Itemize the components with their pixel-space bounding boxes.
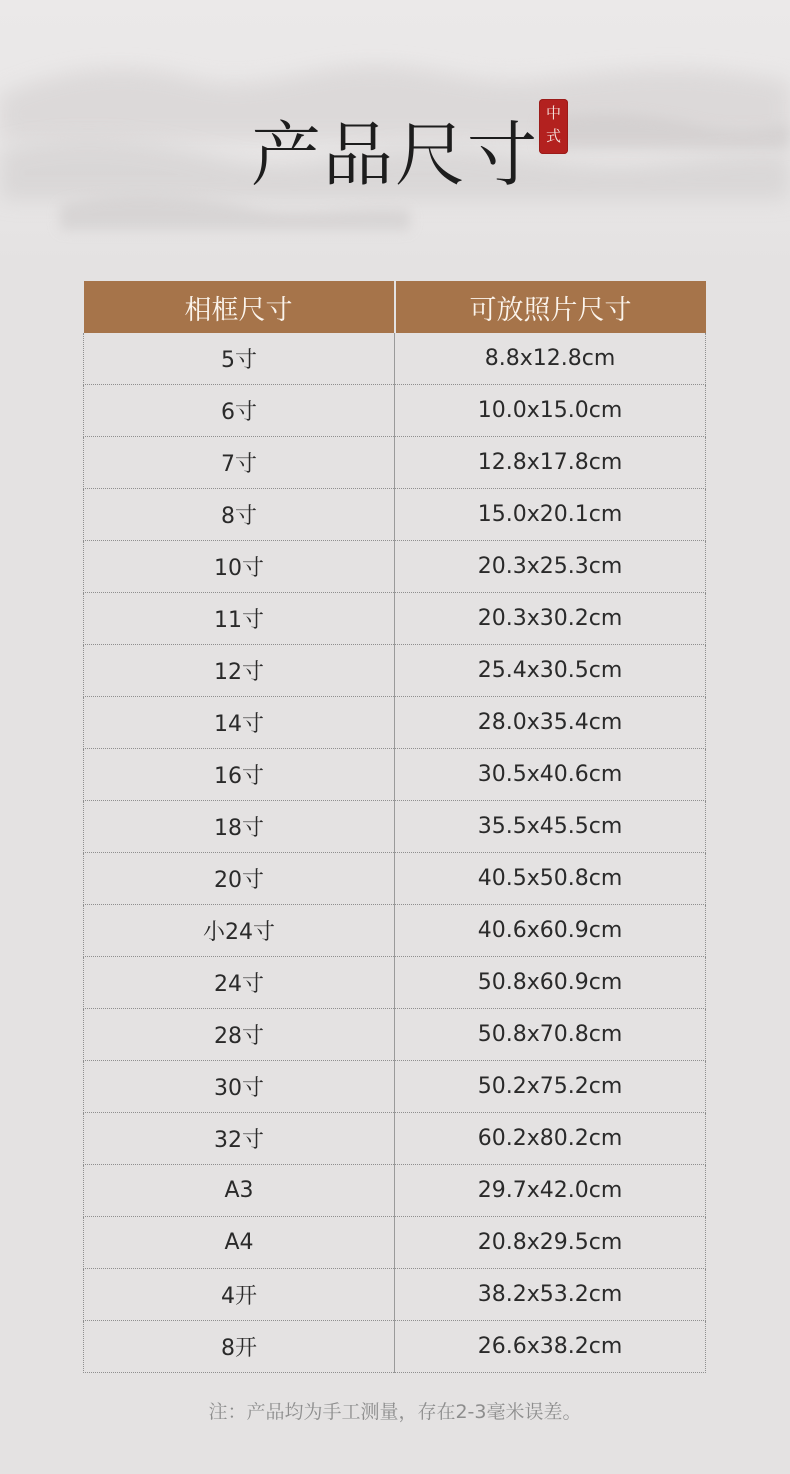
table-row	[84, 1061, 706, 1113]
table-row	[84, 749, 706, 801]
frame-size-cell: 14寸	[84, 697, 395, 749]
table-row	[84, 385, 706, 437]
frame-size-cell: 32寸	[84, 1113, 395, 1165]
frame-size-cell: 28寸	[84, 1009, 395, 1061]
photo-size-cell: 29.7x42.0cm	[395, 1165, 706, 1217]
header-banner	[0, 0, 790, 270]
photo-size-cell: 10.0x15.0cm	[395, 385, 706, 437]
frame-size-cell: 4开	[84, 1269, 395, 1321]
table-row	[84, 489, 706, 541]
photo-size-cell: 20.3x25.3cm	[395, 541, 706, 593]
frame-size-cell: 12寸	[84, 645, 395, 697]
measurement-note: 注：产品均为手工测量，存在2-3毫米误差。	[208, 1401, 582, 1423]
photo-size-cell: 50.8x70.8cm	[395, 1009, 706, 1061]
page-title: 产品尺寸	[251, 114, 539, 196]
frame-size-cell: 8开	[84, 1321, 395, 1373]
photo-size-cell: 25.4x30.5cm	[395, 645, 706, 697]
table-row	[84, 957, 706, 1009]
photo-size-cell: 40.6x60.9cm	[395, 905, 706, 957]
photo-size-cell: 26.6x38.2cm	[395, 1321, 706, 1373]
photo-size-cell: 60.2x80.2cm	[395, 1113, 706, 1165]
table-row	[84, 801, 706, 853]
table-row	[84, 697, 706, 749]
table-row	[84, 593, 706, 645]
photo-size-cell: 8.8x12.8cm	[395, 333, 706, 385]
frame-size-cell: 24寸	[84, 957, 395, 1009]
table-row	[84, 1009, 706, 1061]
photo-size-cell: 30.5x40.6cm	[395, 749, 706, 801]
seal-char-1: 中	[545, 104, 561, 122]
table-row	[84, 541, 706, 593]
chinese-style-seal	[539, 99, 568, 154]
photo-size-cell: 20.3x30.2cm	[395, 593, 706, 645]
frame-size-cell: 7寸	[84, 437, 395, 489]
table-header-row	[84, 281, 706, 333]
seal-char-2: 式	[545, 127, 561, 145]
frame-size-cell: 11寸	[84, 593, 395, 645]
frame-size-cell: 6寸	[84, 385, 395, 437]
table-row	[84, 437, 706, 489]
table-row	[84, 1217, 706, 1269]
table-row	[84, 1113, 706, 1165]
photo-size-cell: 15.0x20.1cm	[395, 489, 706, 541]
frame-size-cell: 10寸	[84, 541, 395, 593]
table-row	[84, 1321, 706, 1373]
table-row	[84, 1165, 706, 1217]
table-row	[84, 905, 706, 957]
photo-size-cell: 35.5x45.5cm	[395, 801, 706, 853]
table-body	[84, 333, 706, 1373]
frame-size-cell: 16寸	[84, 749, 395, 801]
size-table	[83, 281, 705, 1373]
frame-size-cell: 18寸	[84, 801, 395, 853]
photo-size-cell: 28.0x35.4cm	[395, 697, 706, 749]
frame-size-cell: 小24寸	[84, 905, 395, 957]
photo-size-cell: 38.2x53.2cm	[395, 1269, 706, 1321]
column-header-photo-size: 可放照片尺寸	[395, 281, 706, 333]
frame-size-cell: 5寸	[84, 333, 395, 385]
photo-size-cell: 50.2x75.2cm	[395, 1061, 706, 1113]
photo-size-cell: 50.8x60.9cm	[395, 957, 706, 1009]
table-row	[84, 853, 706, 905]
table-row	[84, 645, 706, 697]
table-row	[84, 1269, 706, 1321]
photo-size-cell: 12.8x17.8cm	[395, 437, 706, 489]
frame-size-cell: A3	[84, 1165, 395, 1217]
photo-size-cell: 40.5x50.8cm	[395, 853, 706, 905]
frame-size-cell: A4	[84, 1217, 395, 1269]
photo-size-cell: 20.8x29.5cm	[395, 1217, 706, 1269]
frame-size-cell: 30寸	[84, 1061, 395, 1113]
table-row	[84, 333, 706, 385]
frame-size-cell: 20寸	[84, 853, 395, 905]
frame-size-cell: 8寸	[84, 489, 395, 541]
column-header-frame-size: 相框尺寸	[84, 281, 395, 333]
